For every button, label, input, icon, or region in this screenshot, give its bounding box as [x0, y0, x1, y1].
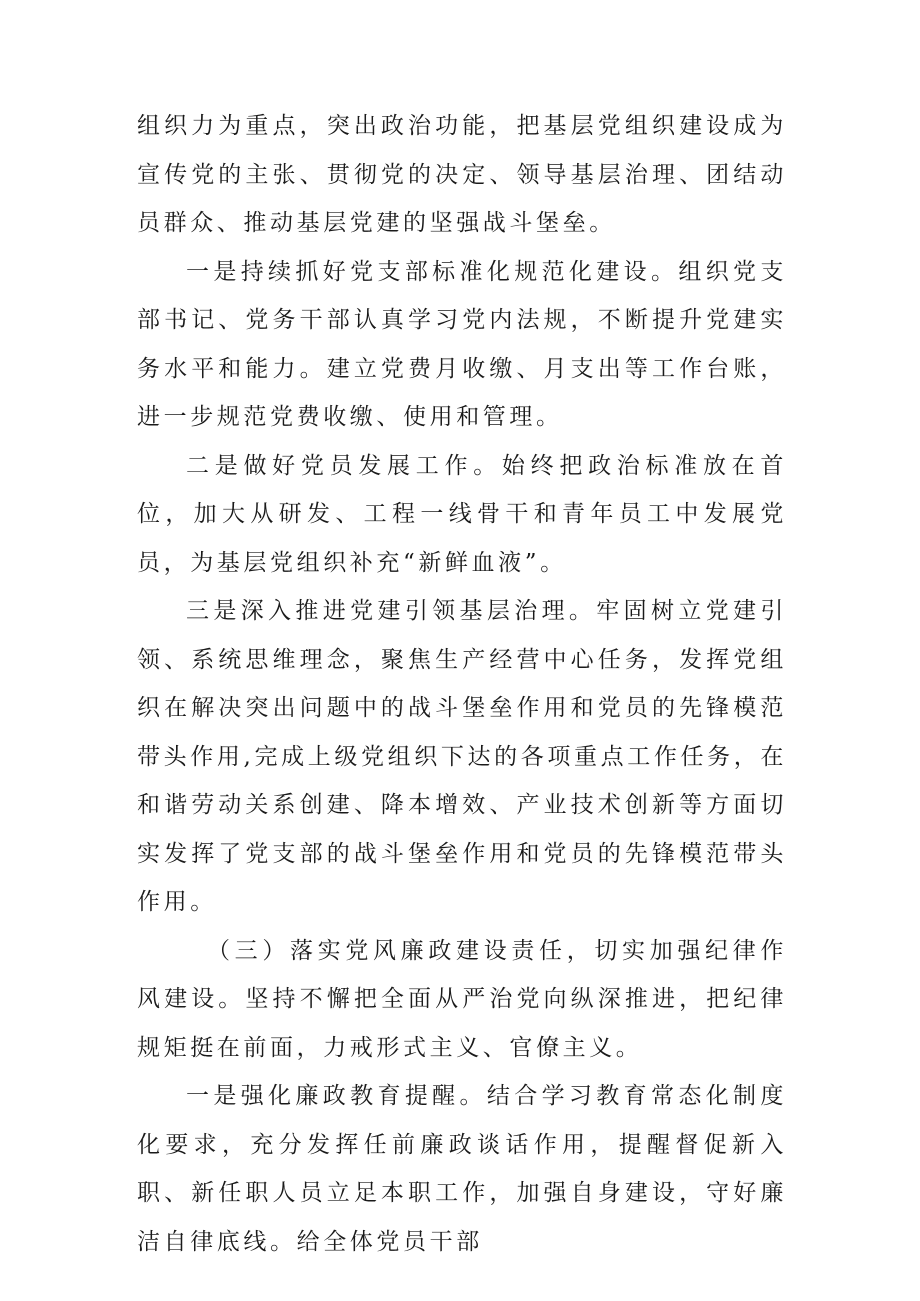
paragraph-member-development: 二是做好党员发展工作。始终把政治标准放在首位，加大从研发、工程一线骨干和青年员工中发展党员，为基层党组织补充“新鲜血液”。 — [137, 452, 787, 576]
document-body — [137, 102, 787, 1266]
paragraph-integrity-education: 一是强化廉政教育提醒。结合学习教育常态化制度化要求，充分发挥任前廉政谈话作用，提醒督促新入职、新任职人员立足本职工作，加强自身建设，守好廉洁自律底线。给全体党员干部 — [137, 1083, 787, 1255]
paragraph-continuation: 组织力为重点，突出政治功能，把基层党组织建设成为宣传党的主张、贯彻党的决定、领导基层治理、团结动员群众、推动基层党建的坚强战斗堡垒。 — [137, 113, 787, 236]
paragraph-section-three-heading: （三）落实党风廉政建设责任，切实加强纪律作风建设。坚持不懈把全面从严治党向纵深推进，把纪律规矩挺在前面，力戒形式主义、官僚主义。 — [137, 937, 787, 1061]
paragraph-grassroots-governance: 三是深入推进党建引领基层治理。牢固树立党建引领、系统思维理念，聚焦生产经营中心任务，发挥党组织在解决突出问题中的战斗堡垒作用和党员的先锋模范带头作用,完成上级党组织下达的各项重点工作任务，在和谐劳动关系创建、降本增效、产业技术创新等方面切实发挥了党支部的战斗堡垒作用和党员的先锋模范带头作用。 — [137, 598, 787, 915]
paragraph-standardization: 一是持续抓好党支部标准化规范化建设。组织党支部书记、党务干部认真学习党内法规，不断提升党建实务水平和能力。建立党费月收缴、月支出等工作台账，进一步规范党费收缴、使用和管理。 — [137, 258, 787, 430]
